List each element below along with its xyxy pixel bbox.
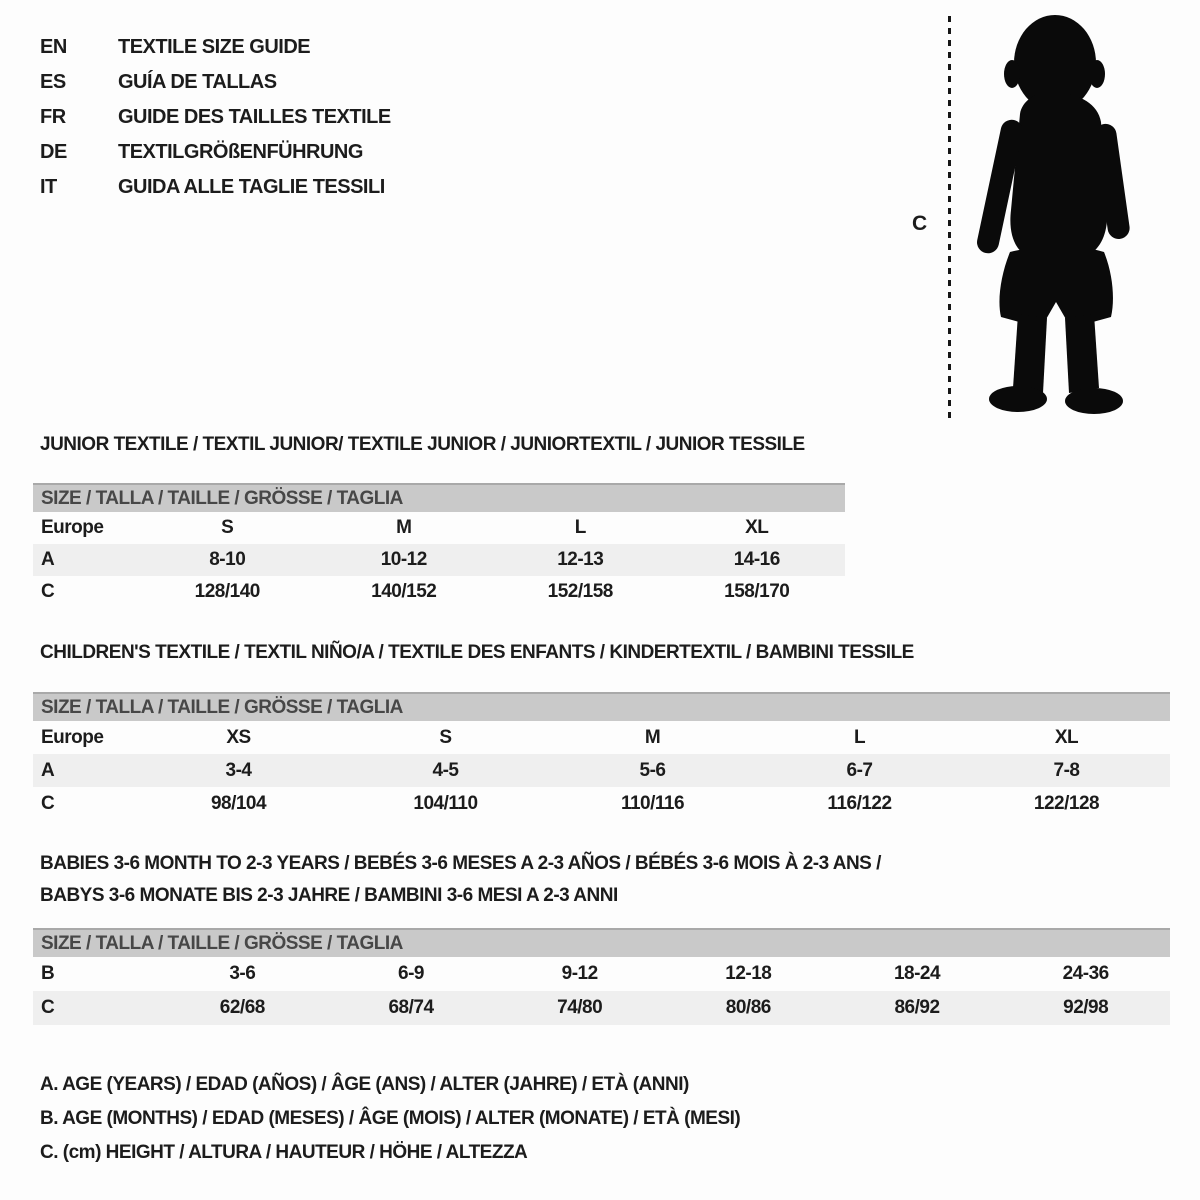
- row-label: C: [41, 997, 55, 1018]
- size-row-age-months: [33, 957, 1170, 991]
- children-size-table: [33, 692, 1170, 820]
- size-cell: 12-13: [557, 549, 604, 570]
- size-row-europe: [33, 512, 845, 544]
- size-row-height-cm: [33, 991, 1170, 1025]
- size-cell: 9-12: [561, 963, 598, 984]
- size-header-bar: [33, 692, 1170, 721]
- size-cell: M: [644, 726, 661, 748]
- size-cell: M: [396, 517, 412, 538]
- size-header-label: SIZE / TALLA / TAILLE / GRÖSSE / TAGLIA: [41, 487, 403, 509]
- legend-line-a: A. AGE (YEARS) / EDAD (AÑOS) / ÂGE (ANS) / ALTER (JAHRE) / ETÀ (ANNI): [40, 1074, 689, 1095]
- language-label: GUIDA ALLE TAGLIE TESSILI: [118, 176, 385, 198]
- size-cell: 92/98: [1063, 997, 1109, 1018]
- babies-size-table: [33, 928, 1170, 1025]
- toddler-silhouette-icon: [968, 12, 1138, 418]
- size-cell: 18-24: [893, 963, 941, 984]
- size-cell: 116/122: [827, 792, 892, 814]
- language-code: IT: [40, 176, 57, 198]
- legend-line-b: B. AGE (MONTHS) / EDAD (MESES) / ÂGE (MOIS) / ALTER (MONATE) / ETÀ (MESI): [40, 1108, 741, 1129]
- size-cell: 74/80: [557, 997, 603, 1018]
- children-section-title: CHILDREN'S TEXTILE / TEXTIL NIÑO/A / TEXTILE DES ENFANTS / KINDERTEXTIL / BAMBINI TESSILE: [40, 642, 914, 663]
- size-cell: 110/116: [620, 792, 685, 814]
- row-label: A: [41, 549, 55, 570]
- row-label: A: [41, 759, 55, 781]
- size-cell: 80/86: [725, 997, 771, 1018]
- size-cell: 24-36: [1062, 963, 1109, 984]
- language-row-it: [40, 170, 391, 205]
- size-cell: 6-9: [398, 963, 424, 984]
- size-cell: 128/140: [194, 581, 260, 602]
- size-header-label: SIZE / TALLA / TAILLE / GRÖSSE / TAGLIA: [41, 932, 403, 954]
- size-cell: L: [574, 517, 586, 538]
- size-cell: 62/68: [219, 997, 265, 1018]
- size-cell: 6-7: [846, 759, 873, 781]
- size-cell: 8-10: [209, 549, 246, 570]
- size-cell: 68/74: [388, 997, 434, 1018]
- size-cell: 3-6: [229, 963, 256, 984]
- size-cell: 122/128: [1033, 792, 1100, 814]
- language-row-en: [40, 30, 391, 65]
- size-cell: 12-18: [725, 963, 772, 984]
- language-label: GUIDE DES TAILLES TEXTILE: [118, 106, 391, 128]
- junior-section-title: JUNIOR TEXTILE / TEXTIL JUNIOR/ TEXTILE JUNIOR / JUNIORTEXTIL / JUNIOR TESSILE: [40, 434, 805, 455]
- language-row-de: [40, 135, 391, 170]
- language-code: EN: [40, 36, 67, 58]
- language-label: TEXTILE SIZE GUIDE: [118, 36, 311, 58]
- language-row-es: [40, 65, 391, 100]
- size-header-bar: [33, 928, 1170, 957]
- legend-line-c: C. (cm) HEIGHT / ALTURA / HAUTEUR / HÖHE / ALTEZZA: [40, 1142, 528, 1163]
- language-code: DE: [40, 141, 67, 163]
- language-code: FR: [40, 106, 66, 128]
- language-list: [40, 30, 391, 205]
- size-header-bar: [33, 483, 845, 512]
- size-cell: 140/152: [371, 581, 437, 602]
- size-cell: 158/170: [724, 581, 790, 602]
- language-row-fr: [40, 100, 391, 135]
- row-label: B: [41, 963, 55, 984]
- size-row-europe: [33, 721, 1170, 754]
- size-cell: S: [439, 726, 452, 748]
- size-cell: 86/92: [894, 997, 940, 1018]
- size-cell: 152/158: [547, 581, 613, 602]
- row-label: Europe: [41, 726, 104, 748]
- size-cell: 14-16: [733, 549, 780, 570]
- junior-size-table: [33, 483, 845, 608]
- size-cell: 4-5: [432, 759, 459, 781]
- size-cell: 3-4: [225, 759, 252, 781]
- babies-section-title-line1: BABIES 3-6 MONTH TO 2-3 YEARS / BEBÉS 3-6 MESES A 2-3 AÑOS / BÉBÉS 3-6 MOIS À 2-3 ANS /: [40, 853, 881, 874]
- language-label: TEXTILGRÖßENFÜHRUNG: [118, 141, 363, 163]
- row-label: Europe: [41, 517, 104, 538]
- height-measure-dashed-line: [948, 16, 951, 418]
- size-cell: XS: [226, 726, 251, 748]
- language-label: GUÍA DE TALLAS: [118, 71, 277, 93]
- size-row-height-cm: [33, 787, 1170, 820]
- size-cell: XL: [745, 517, 769, 538]
- size-cell: XL: [1054, 726, 1079, 748]
- size-cell: 104/110: [413, 792, 478, 814]
- size-cell: L: [853, 726, 866, 748]
- size-cell: S: [221, 517, 234, 538]
- language-code: ES: [40, 71, 66, 93]
- row-label: C: [41, 581, 55, 602]
- size-row-age-years: [33, 544, 845, 576]
- row-label: C: [41, 792, 55, 814]
- measure-legend: [40, 1068, 740, 1170]
- babies-section-title-line2: BABYS 3-6 MONATE BIS 2-3 JAHRE / BAMBINI 3-6 MESI A 2-3 ANNI: [40, 885, 618, 906]
- size-cell: 5-6: [639, 759, 666, 781]
- size-header-label: SIZE / TALLA / TAILLE / GRÖSSE / TAGLIA: [41, 696, 403, 718]
- size-cell: 98/104: [210, 792, 267, 814]
- size-cell: 10-12: [380, 549, 427, 570]
- size-row-height-cm: [33, 576, 845, 608]
- size-row-age-years: [33, 754, 1170, 787]
- size-cell: 7-8: [1053, 759, 1080, 781]
- height-measure-label: C: [912, 212, 928, 235]
